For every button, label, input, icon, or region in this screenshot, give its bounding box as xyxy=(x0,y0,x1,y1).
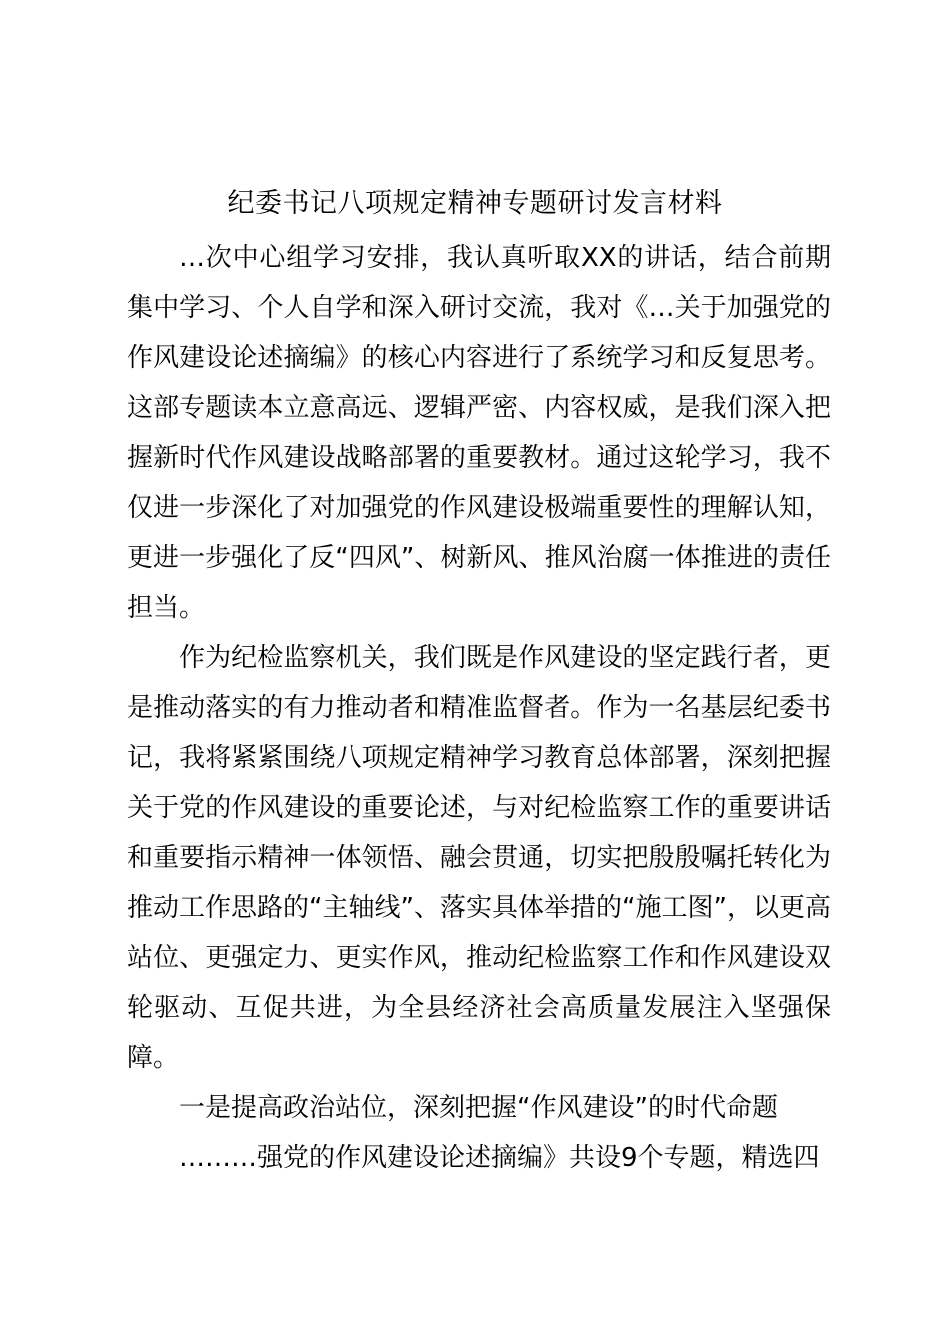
section-heading-one: 一是提高政治站位，深刻把握“作风建设”的时代命题 xyxy=(179,1093,778,1123)
document-title: 纪委书记八项规定精神专题研讨发言材料 xyxy=(227,188,723,219)
document-body xyxy=(127,233,831,1183)
paragraph-role: 作为纪检监察机关，我们既是作风建设的坚定践行者，更是推动落实的有力推动者和精准监督者。作为一名基层纪委书记，我将紧紧围绕八项规定精神学习教育总体部署，深刻把握关于党的作风建设的重要论述，与对纪检监察工作的重要讲话和重要指示精神一体领悟、融会贯通，切实把殷殷嘱托转化为推动工作思路的“主轴线”、落实具体举措的“施工图”，以更高站位、更强定力、更实作风，推动纪检监察工作和作风建设双轮驱动、互促共进，为全县经济社会高质量发展注入坚强保障。 xyxy=(127,643,831,1073)
paragraph-intro: …次中心组学习安排，我认真听取XX的讲话，结合前期集中学习、个人自学和深入研讨交流，我对《…关于加强党的作风建设论述摘编》的核心内容进行了系统学习和反复思考。这部专题读本立意高远、逻辑严密、内容权威，是我们深入把握新时代作风建设战略部署的重要教材。通过这轮学习，我不仅进一步深化了对加强党的作风建设极端重要性的理解认知，更进一步强化了反“四风”、树新风、推风治腐一体推进的责任担当。 xyxy=(127,243,831,623)
paragraph-section-one: ………强党的作风建设论述摘编》共设9个专题，精选四 xyxy=(179,1143,820,1173)
